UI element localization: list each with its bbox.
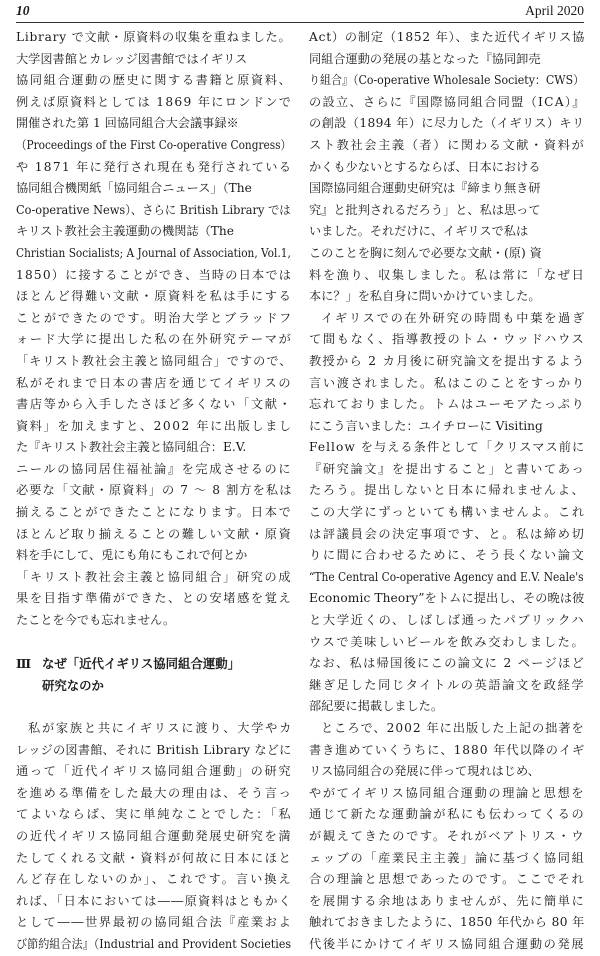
text-line: 通って「近代イギリス協同組合運動」の研究 [16,764,293,779]
text-line: ニールの協同居住福祉論』を完成させるのに [16,461,293,476]
text-line: ことができたのです。明治大学とブラッドフ [16,310,293,325]
issue-date: April 2020 [525,3,584,18]
text-line: なお、私は帰国後にこの論文に 2 ページほど [309,656,586,671]
text-line: 果を目指す準備ができた、との安堵感を覚え [16,591,293,606]
text-line: 触れておきましたように、1850 年代から 80 年 [309,915,585,930]
text-line: や 1871 年に発行され現在も発行されている [16,159,293,174]
text-line: 大学図書館とカレッジ図書館ではイギリス [16,51,248,66]
text-line: 究』と批判されるだろう」と、私は思って [309,202,541,217]
text-line: が観えてきたのです。それがベアトリス・ウ [309,828,586,843]
text-line: て間もなく、指導教授のトム・ウッドハウス [309,332,586,347]
text-line: いました。それだけに、イギリスで私は [309,224,529,239]
text-line: ところで、2002 年に出版した上記の拙著を [321,721,585,735]
text-line: Library で文献・原資料の収集を重ねました。 [16,30,292,44]
right-column [309,27,587,956]
text-line: 私がそれまで日本の書店を通じてイギリスの [16,375,293,390]
section-heading-line-1: なぜ「近代イギリス協同組合運動」 [42,656,241,672]
text-line: Economic Theory”をトムに提出し、その晩は彼 [309,591,585,606]
text-line: （Proceedings of the First Co-operative Congress） [16,137,292,152]
text-line: 私が家族と共にイギリスに渡り、大学やカ [28,721,294,735]
left-paragraph-1 [16,27,291,632]
text-line: 料を漁り、収集しました。私は常に「なぜ日 [309,267,586,282]
text-line: の設立、さらに『国際協同組合同盟（ICA）』 [309,94,586,109]
text-line: んど存在しないのか」、これです。言い換え [16,872,293,887]
section-gap [16,632,291,654]
text-line: 同組合運動の発展の基となった『協同卸売 [309,51,541,66]
text-line: ほとんど取り揃えることの難しい文献・原資 [16,526,293,541]
text-line: 揃えることができたことになります。日本で [16,505,293,520]
text-line: にこう言いました：ユイチローに Visiting [309,418,543,433]
text-line: リス協同組合の発展に伴って現れはじめ、 [309,764,540,779]
section-number: Ⅲ [16,656,32,672]
text-line: 「キリスト教社会主義と協同組合」研究の成 [16,569,293,584]
text-line: かくも少ないとするならば、日本における [309,159,541,174]
text-line: たしてくれる文献・資料が何故に日本にほと [16,850,293,865]
text-line: 「キリスト教社会主義と協同組合」ですので、 [16,353,293,368]
text-line: 開催された第 1 回協同組合大会議事録※ [16,116,239,131]
left-paragraph-2 [16,718,294,956]
text-line: れば、「日本においては――原資料はともかく [16,893,293,908]
text-line: ウスで美味しいビールを飲み交わしました。 [309,634,586,649]
text-line: 忘れておりました。トムはユーモアたっぷり [309,397,586,412]
text-line: を進める準備をした最大の理由は、そう言っ [16,785,293,800]
left-column [16,27,294,956]
section-heading [16,653,291,675]
text-line: 代後半にかけてイギリス協同組合運動の発展 [309,936,586,951]
text-line: 必要な「文献・原資料」の 7 ～ 8 割方を私は [16,483,293,498]
right-paragraph-3 [309,718,584,956]
text-line: 例えば原資料としては 1869 年にロンドンで [16,94,293,109]
text-line: ェッブの「産業民主主義」論に基づく協同組 [309,850,586,865]
text-line: の創設（1894 年）に尽力した（イギリス）キリ [309,116,585,131]
text-line: イギリスでの在外研究の時間も中葉を過ぎ [321,310,587,325]
text-line: 協同組合機関紙「協同組合ニュース」（The [16,181,252,196]
text-line: りに間に合わせるために、そう長くない論文 [309,548,586,563]
text-line: Fellow を与える条件として「クリスマス前に [309,440,586,455]
text-line: 継ぎ足した同じタイトルの英語論文を政経学 [309,677,586,692]
text-line: 言い渡されました。私はこのことをすっかり [309,375,586,390]
text-line: てよいならば、実に単純なことでした：「私 [16,807,293,822]
right-paragraph-2 [309,308,587,718]
text-line: と大学近くの、しばしば通ったパブリックハ [309,613,586,628]
text-line: 書店等から入手したさほど多くない「文献・ [16,397,293,412]
text-line: 合の理論と思想であったのです。ここでそれ [309,872,586,887]
text-line: び節約組合法』（Industrial and Provident Societies [16,936,292,951]
text-line: レッジの図書館、それに British Library などに [16,742,292,757]
text-line: 本に？」を私自身に問いかけていました。 [309,289,541,304]
text-line: このことを胸に刻んで必要な文献・(原) 資 [309,245,542,260]
text-line: は評議員会の決定事項です、と。私は締め切 [309,526,586,541]
section-gap [16,696,291,718]
text-line: 部紀要に掲載しました。 [309,699,444,714]
text-line: 教授から 2 カ月後に研究論文を提出するよう [309,353,586,368]
text-line: スト教社会主義（者）に関わる文献・資料が [309,137,586,152]
text-line: 国際協同組合運動史研究は『締まり無き研 [309,181,541,196]
text-line: 通じて新たな運動論が私にも伝わってくるの [309,807,586,822]
text-line: 資料」を加えますと、2002 年に出版しまし [16,418,293,433]
text-line: 料を手にして、兎にも角にもこれで何とか [16,548,248,563]
page-header [16,2,584,23]
text-line: Christian Socialists; A Journal of Association, Vol.1, [16,245,291,260]
section-heading-line-2: 研究なのか [42,677,104,693]
text-line: として――世界最初の協同組合法『産業およ [16,915,293,930]
text-line: たろう。提出しないと日本に帰れませんよ、 [309,483,586,498]
text-line: を展開する余地はありませんが、先に簡単に [309,893,586,908]
text-line: ォード大学に提出した私の在外研究テーマが [16,332,293,347]
text-line: の近代イギリス協同組合運動発展史研究を満 [16,828,293,843]
text-line: 1850）に接することができ、当時の日本では [16,267,293,282]
page-number: 10 [16,3,30,18]
text-line: “The Central Co-operative Agency and E.V. Neale's [309,569,584,584]
text-line: り組合』（Co-operative Wholesale Society：CWS） [309,73,585,88]
text-line: 書き進めていくうちに、1880 年代以降のイギ [309,742,586,757]
right-paragraph-1 [309,27,584,308]
text-line: 協同組合運動の歴史に関する書籍と原資料、 [16,73,293,88]
text-line: やがてイギリス協同組合運動の理論と思想を [309,785,586,800]
text-line: 『研究論文』を提出すること」と書いてあっ [309,461,586,476]
text-line: この大学にずっといても構いませんよ。これ [309,505,586,520]
text-line: Act）の制定（1852 年）、また近代イギリス協 [309,30,586,44]
text-line: キリスト教社会主義運動の機関誌（The [16,224,234,239]
text-line: た『キリスト教社会主義と協同組合：E.V. [16,440,247,455]
text-line: Co-operative News）、さらに British Library では [16,202,291,217]
text-line: たことを今でも忘れません。 [16,613,176,628]
text-line: ほとんど得難い文献・原資料を私は手にする [16,289,293,304]
